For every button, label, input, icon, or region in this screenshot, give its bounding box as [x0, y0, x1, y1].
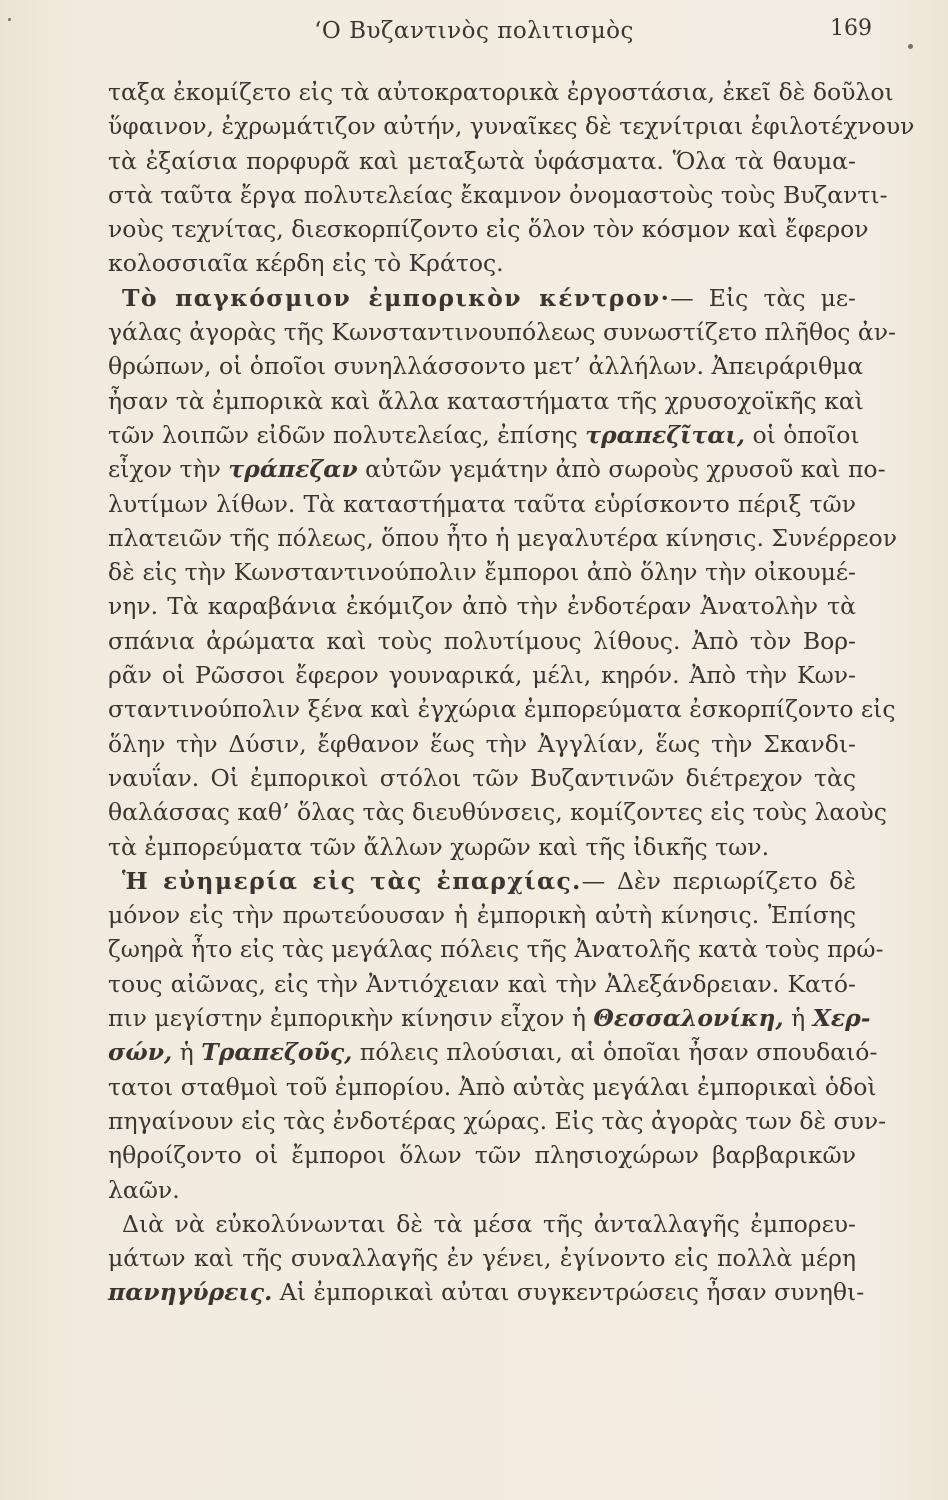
- text-segment: — Δὲν περιωρίζετο δὲ: [581, 866, 856, 895]
- text-segment: εἶχον τὴν: [108, 455, 229, 484]
- text-line: [108, 315, 896, 349]
- text-line: [108, 144, 856, 178]
- text-segment: ἡ: [783, 1004, 813, 1033]
- text-line: [108, 1104, 887, 1138]
- text-line: [108, 830, 856, 864]
- text-segment: θρώπων, οἱ ὁποῖοι συνηλλάσσοντο μετ’ ἀλλήλων. Ἀπειράριθμα: [108, 352, 864, 381]
- text-segment: τὰ ἐξαίσια πορφυρᾶ καὶ μεταξωτὰ ὑφάσματα. Ὅλα τὰ θαυμα-: [108, 146, 856, 175]
- text-line: [108, 967, 856, 1001]
- text-segment: ἦσαν τὰ ἐμπορικὰ καὶ ἄλλα καταστήματα τῆς χρυσοχοϊκῆς καὶ: [108, 386, 864, 415]
- text-segment: ναυΐαν. Οἱ ἐμπορικοὶ στόλοι τῶν Βυζαντινῶν διέτρεχον τὰς: [108, 763, 856, 792]
- text-segment: ὕφαινον, ἐχρωμάτιζον αὐτήν, γυναῖκες δὲ τεχνίτριαι ἐφιλοτέχνουν: [108, 112, 915, 141]
- text-line: [108, 795, 887, 829]
- text-line: [108, 1070, 877, 1104]
- text-segment: πόλεις πλούσιαι, αἱ ὁποῖαι ἦσαν σπουδαιό-: [352, 1038, 878, 1067]
- text-segment: Αἱ ἐμπορικαὶ αὐται συγκεντρώσεις ἦσαν συνηθι-: [272, 1278, 865, 1307]
- text-segment: πλατειῶν τῆς πόλεως, ὅπου ἦτο ἡ μεγαλυτέρα κίνησις. Συνέρρεον: [108, 523, 897, 552]
- emphasized-term: Θεσσαλονίκη,: [593, 1004, 784, 1033]
- emphasized-term: πανηγύρεις.: [108, 1278, 273, 1307]
- text-segment: ζωηρὰ ἦτο εἰς τὰς μεγάλας πόλεις τῆς Ἀνατολῆς κατὰ τοὺς πρώ-: [108, 935, 884, 964]
- text-line: [108, 658, 856, 692]
- text-line: [108, 1173, 856, 1207]
- text-segment: στὰ ταῦτα ἔργα πολυτελείας ἔκαμνον ὀνομαστοὺς τοὺς Βυζαντι-: [108, 180, 888, 209]
- text-segment: κολοσσιαῖα κέρδη εἰς τὸ Κράτος.: [108, 249, 504, 278]
- text-line: [108, 898, 856, 932]
- text-segment: — Εἰς τὰς με-: [670, 283, 856, 312]
- text-line: [108, 1275, 865, 1309]
- text-segment: τατοι σταθμοὶ τοῦ ἐμπορίου. Ἀπὸ αὐτὰς μεγάλαι ἐμπορικαὶ ὁδοὶ: [108, 1072, 877, 1101]
- text-segment: μάτων καὶ τῆς συναλλαγῆς ἐν γένει, ἐγίνοντο εἰς πολλὰ μέρη: [108, 1244, 856, 1273]
- section-heading: Ἡ εὐημερία εἰς τὰς ἐπαρχίας.: [122, 866, 582, 895]
- text-segment: μόνον εἰς τὴν πρωτεύουσαν ἡ ἐμπορικὴ αὐτὴ κίνησις. Ἐπίσης: [108, 901, 856, 930]
- text-segment: σπάνια ἀρώματα καὶ τοὺς πολυτίμους λίθους. Ἀπὸ τὸν Βορ-: [108, 626, 856, 655]
- text-segment: ηθροίζοντο οἱ ἔμποροι ὅλων τῶν πλησιοχώρων βαρβαρικῶν: [108, 1141, 856, 1170]
- page-number: 169: [830, 16, 872, 41]
- text-segment: τῶν λοιπῶν εἰδῶν πολυτελείας, ἐπίσης: [108, 420, 586, 449]
- text-line: [108, 692, 896, 726]
- text-segment: Διὰ νὰ εὐκολύνωνται δὲ τὰ μέσα τῆς ἀνταλλαγῆς ἐμπορευ-: [122, 1209, 856, 1238]
- text-segment: τους αἰῶνας, εἰς τὴν Ἀντιόχειαν καὶ τὴν Ἀλεξάνδρειαν. Κατό-: [108, 969, 856, 998]
- text-line: [108, 624, 856, 658]
- text-segment: θαλάσσας καθ’ ὅλας τὰς διευθύνσεις, κομίζοντες εἰς τοὺς λαοὺς: [108, 798, 887, 827]
- section-heading: Τὸ παγκόσμιον ἐμπορικὸν κέντρον·: [122, 283, 671, 312]
- scan-speck: [908, 44, 913, 49]
- text-segment: δὲ εἰς τὴν Κωνσταντινούπολιν ἔμποροι ἀπὸ ὅλην τὴν οἰκουμέ-: [108, 558, 856, 587]
- text-segment: τὰ ἐμπορεύματα τῶν ἄλλων χωρῶν καὶ τῆς ἰδικῆς των.: [108, 832, 770, 861]
- text-segment: ὅλην τὴν Δύσιν, ἔφθανον ἕως τὴν Ἀγγλίαν, ἕως τὴν Σκανδι-: [108, 729, 856, 758]
- text-segment: οἱ ὁποῖοι: [744, 420, 860, 449]
- text-segment: πηγαίνουν εἰς τὰς ἐνδοτέρας χώρας. Εἰς τὰς ἀγορὰς των δὲ συν-: [108, 1106, 887, 1135]
- text-segment: νοὺς τεχνίτας, διεσκορπίζοντο εἰς ὅλον τὸν κόσμον καὶ ἔφερον: [108, 215, 869, 244]
- text-line: [108, 75, 894, 109]
- text-line: [108, 932, 884, 966]
- text-line: [108, 1138, 856, 1172]
- body-text: [108, 75, 915, 1310]
- text-segment: ταξα ἐκομίζετο εἰς τὰ αὐτοκρατορικὰ ἐργοστάσια, ἐκεῖ δὲ δοῦλοι: [108, 78, 894, 106]
- text-line: [108, 1241, 856, 1275]
- text-line: [108, 521, 897, 555]
- text-line: [108, 349, 864, 383]
- text-segment: νην. Τὰ καραβάνια ἐκόμιζον ἀπὸ τὴν ἐνδοτέραν Ἀνατολὴν τὰ: [108, 592, 856, 621]
- text-line: [108, 1207, 856, 1241]
- text-line: [108, 418, 860, 452]
- text-line: [108, 727, 856, 761]
- text-line: [108, 1001, 871, 1035]
- emphasized-term: Τραπεζοῦς,: [201, 1038, 353, 1067]
- emphasized-term: τραπεζῖται,: [585, 420, 745, 449]
- text-segment: λαῶν.: [108, 1175, 180, 1204]
- text-line: [108, 212, 869, 246]
- text-line: [108, 452, 886, 486]
- text-segment: ἡ: [172, 1038, 202, 1067]
- text-segment: γάλας ἀγορὰς τῆς Κωνσταντινουπόλεως συνωστίζετο πλῆθος ἀν-: [108, 318, 896, 347]
- text-line: [108, 178, 888, 212]
- text-segment: σταντινούπολιν ξένα καὶ ἐγχώρια ἐμπορεύματα ἐσκορπίζοντο εἰς: [108, 695, 896, 724]
- text-line: [108, 487, 856, 521]
- emphasized-term: Χερ-: [812, 1004, 871, 1033]
- text-line: [108, 281, 856, 315]
- text-segment: λυτίμων λίθων. Τὰ καταστήματα ταῦτα εὑρίσκοντο πέριξ τῶν: [108, 489, 856, 518]
- text-line: [108, 555, 856, 589]
- text-segment: αὐτῶν γεμάτην ἀπὸ σωροὺς χρυσοῦ καὶ πο-: [357, 455, 886, 484]
- scan-speck: [8, 18, 11, 21]
- running-head: [0, 12, 948, 48]
- text-line: [108, 384, 864, 418]
- text-line: [108, 1035, 878, 1069]
- text-segment: πιν μεγίστην ἐμπορικὴν κίνησιν εἶχον ἡ: [108, 1004, 594, 1033]
- text-line: [108, 589, 856, 623]
- emphasized-term: τράπεζαν: [228, 455, 358, 484]
- emphasized-term: σών,: [108, 1038, 173, 1067]
- text-line: [108, 246, 856, 280]
- running-title: ‘Ο Βυζαντινὸς πολιτισμὸς: [314, 18, 634, 44]
- text-line: [108, 864, 856, 898]
- text-line: [108, 109, 915, 143]
- text-segment: ρᾶν οἱ Ρῶσσοι ἔφερον γουναρικά, μέλι, κηρόν. Ἀπὸ τὴν Κων-: [108, 661, 856, 690]
- text-line: [108, 761, 856, 795]
